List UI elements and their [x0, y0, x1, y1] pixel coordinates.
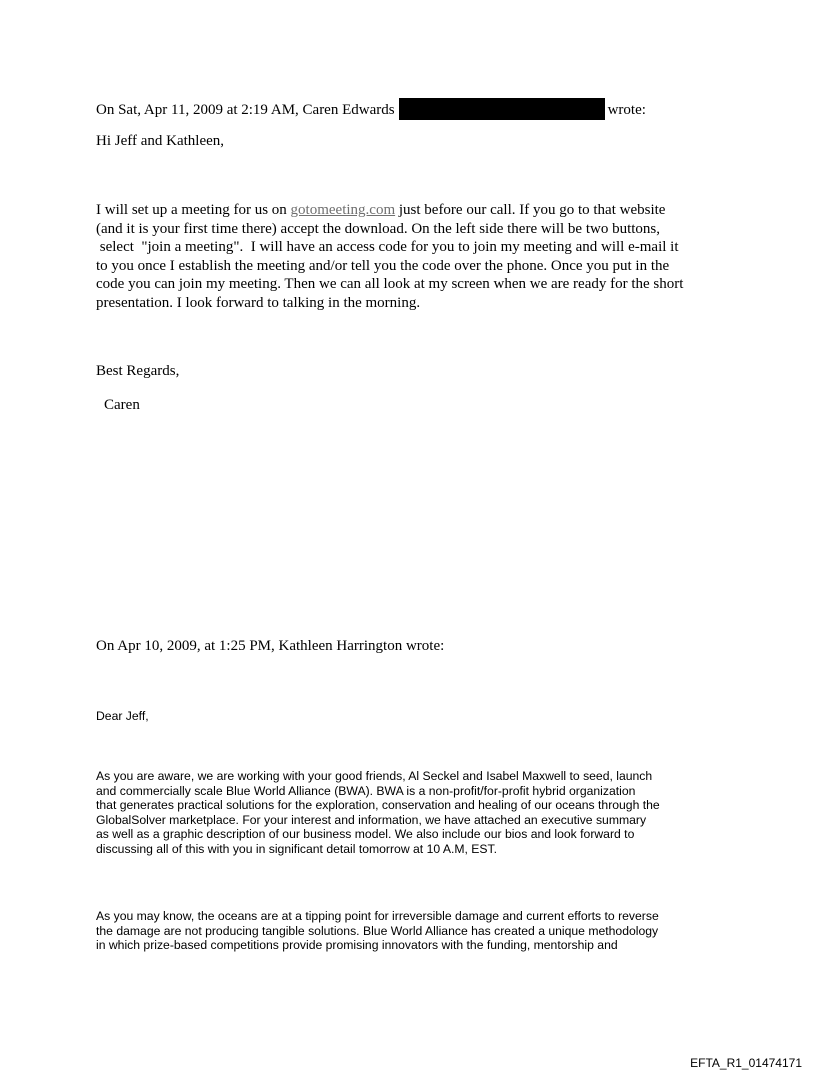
- paragraph-line: and commercially scale Blue World Alliance (BWA). BWA is a non-profit/for-profit hybrid organization: [96, 783, 636, 798]
- reply-body: [96, 201, 683, 312]
- paragraph-line: GlobalSolver marketplace. For your interest and information, we have attached an executive summary: [96, 812, 647, 827]
- reply-body-text: I will set up a meeting for us on: [96, 202, 287, 218]
- original-header: On Apr 10, 2009, at 1:25 PM, Kathleen Harrington wrote:: [96, 638, 445, 654]
- reply-body-line: (and it is your first time there) accept the download. On the left side there will be two buttons,: [96, 220, 661, 237]
- original-paragraph-1: [96, 769, 660, 857]
- reply-body-line: to you once I establish the meeting and/or tell you the code over the phone. Once you put in the: [96, 257, 670, 274]
- reply-body-text: just before our call. If you go to that website: [398, 202, 666, 218]
- paragraph-line: the damage are not producing tangible solutions. Blue World Alliance has created a unique methodology: [96, 923, 659, 938]
- document-id: EFTA_R1_01474171: [690, 1056, 802, 1070]
- paragraph-line: discussing all of this with you in significant detail tomorrow at 10 A.M, EST.: [96, 841, 498, 856]
- reply-header: [96, 98, 646, 120]
- reply-body-line: presentation. I look forward to talking in the morning.: [96, 294, 421, 311]
- paragraph-line: that generates practical solutions for the exploration, conservation and healing of our oceans through the: [96, 798, 660, 813]
- reply-greeting: Hi Jeff and Kathleen,: [96, 133, 225, 149]
- reply-header-wrote: wrote:: [607, 102, 646, 118]
- reply-closing: Best Regards,: [96, 363, 180, 379]
- gotomeeting-link[interactable]: gotomeeting.com: [290, 202, 396, 218]
- reply-signature: Caren: [104, 397, 140, 413]
- reply-body-line: select "join a meeting". I will have an access code for you to join my meeting and will e-mail it: [96, 239, 679, 255]
- redacted-email-block: [399, 98, 605, 120]
- reply-body-line: code you can join my meeting. Then we can all look at my screen when we are ready for the short: [96, 276, 684, 292]
- original-paragraph-2: [96, 909, 659, 953]
- reply-header-sender: On Sat, Apr 11, 2009 at 2:19 AM, Caren Edwards: [96, 102, 395, 118]
- paragraph-line: as well as a graphic description of our business model. We also include our bios and look forward to: [96, 827, 635, 842]
- reply-body-line: [96, 201, 683, 220]
- original-salutation: Dear Jeff,: [96, 709, 149, 723]
- paragraph-line: As you are aware, we are working with your good friends, Al Seckel and Isabel Maxwell to seed, launch: [96, 769, 653, 783]
- paragraph-line: As you may know, the oceans are at a tipping point for irreversible damage and current efforts to reverse: [96, 909, 659, 923]
- paragraph-line: in which prize-based competitions provide promising innovators with the funding, mentorship and: [96, 938, 618, 953]
